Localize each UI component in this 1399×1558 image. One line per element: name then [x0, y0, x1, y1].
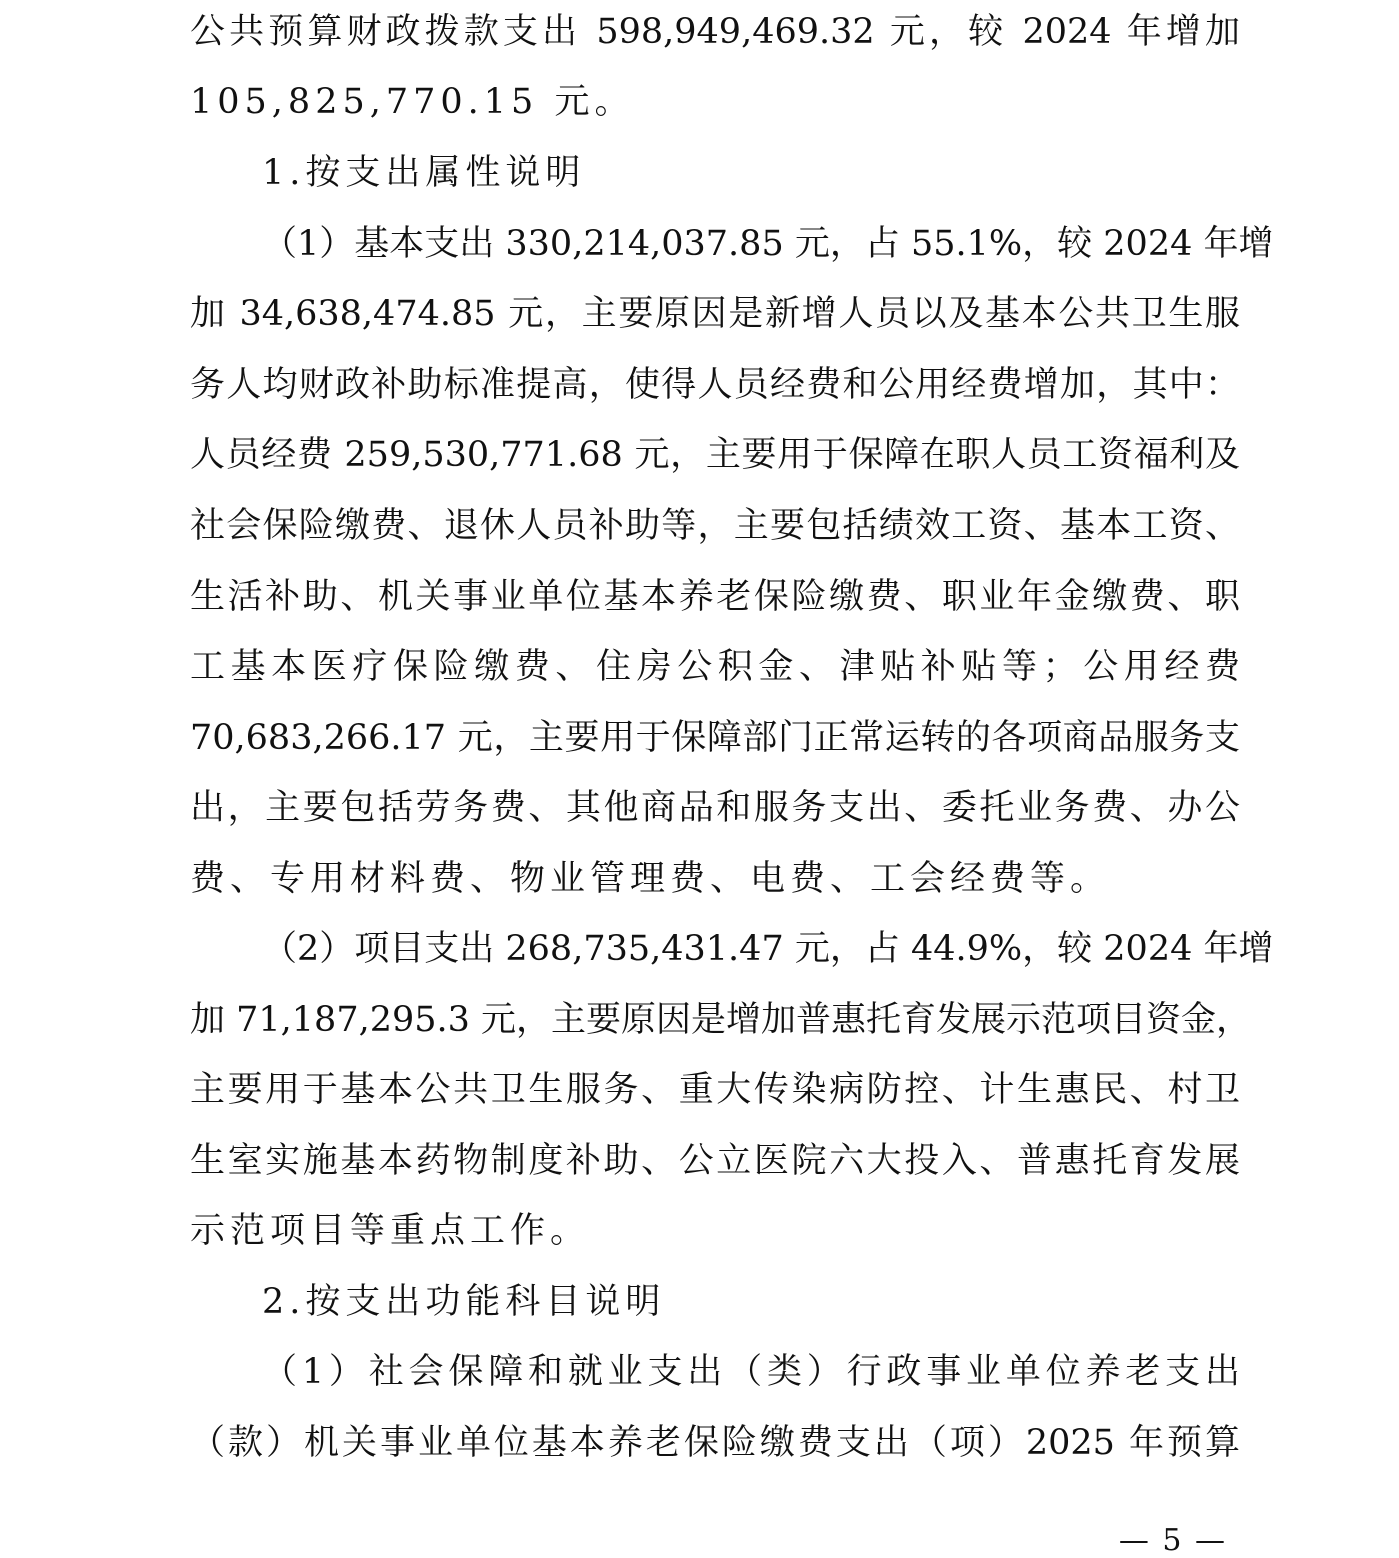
- paragraph-line: （1）社会保障和就业支出（类）行政事业单位养老支出: [262, 1352, 1240, 1392]
- paragraph-line: （2）项目支出 268,735,431.47 元，占 44.9%，较 2024 年增: [262, 929, 1274, 969]
- paragraph-line: 加 71,187,295.3 元，主要原因是增加普惠托育发展示范项目资金，: [190, 1000, 1252, 1040]
- paragraph-line: 出，主要包括劳务费、其他商品和服务支出、委托业务费、办公: [190, 788, 1240, 828]
- paragraph-line: （款）机关事业单位基本养老保险缴费支出（项）2025 年预算: [190, 1423, 1240, 1463]
- section-heading: 1.按支出属性说明: [262, 153, 586, 193]
- page-number: — 5 —: [1118, 1523, 1227, 1558]
- paragraph-line: 主要用于基本公共卫生服务、重大传染病防控、计生惠民、村卫: [190, 1070, 1240, 1110]
- paragraph-line: 工基本医疗保险缴费、住房公积金、津贴补贴等；公用经费: [190, 647, 1240, 687]
- paragraph-line: 70,683,266.17 元，主要用于保障部门正常运转的各项商品服务支: [190, 718, 1240, 758]
- paragraph-line: 示范项目等重点工作。: [190, 1211, 591, 1251]
- paragraph-line: 生活补助、机关事业单位基本养老保险缴费、职业年金缴费、职: [190, 577, 1240, 617]
- paragraph-line: 人员经费 259,530,771.68 元，主要用于保障在职人员工资福利及: [190, 435, 1240, 475]
- paragraph-line: （1）基本支出 330,214,037.85 元，占 55.1%，较 2024 年增: [262, 224, 1274, 264]
- section-heading: 2.按支出功能科目说明: [262, 1282, 666, 1322]
- paragraph-line: 社会保险缴费、退休人员补助等，主要包括绩效工资、基本工资、: [190, 506, 1240, 546]
- paragraph-line: 生室实施基本药物制度补助、公立医院六大投入、普惠托育发展: [190, 1141, 1240, 1181]
- paragraph-line: 公共预算财政拨款支出 598,949,469.32 元，较 2024 年增加: [190, 12, 1240, 52]
- paragraph-line: 费、专用材料费、物业管理费、电费、工会经费等。: [190, 859, 1111, 899]
- paragraph-line: 加 34,638,474.85 元，主要原因是新增人员以及基本公共卫生服: [190, 294, 1240, 334]
- paragraph-line: 105,825,770.15 元。: [190, 82, 635, 122]
- paragraph-line: 务人均财政补助标准提高，使得人员经费和公用经费增加，其中：: [190, 365, 1240, 405]
